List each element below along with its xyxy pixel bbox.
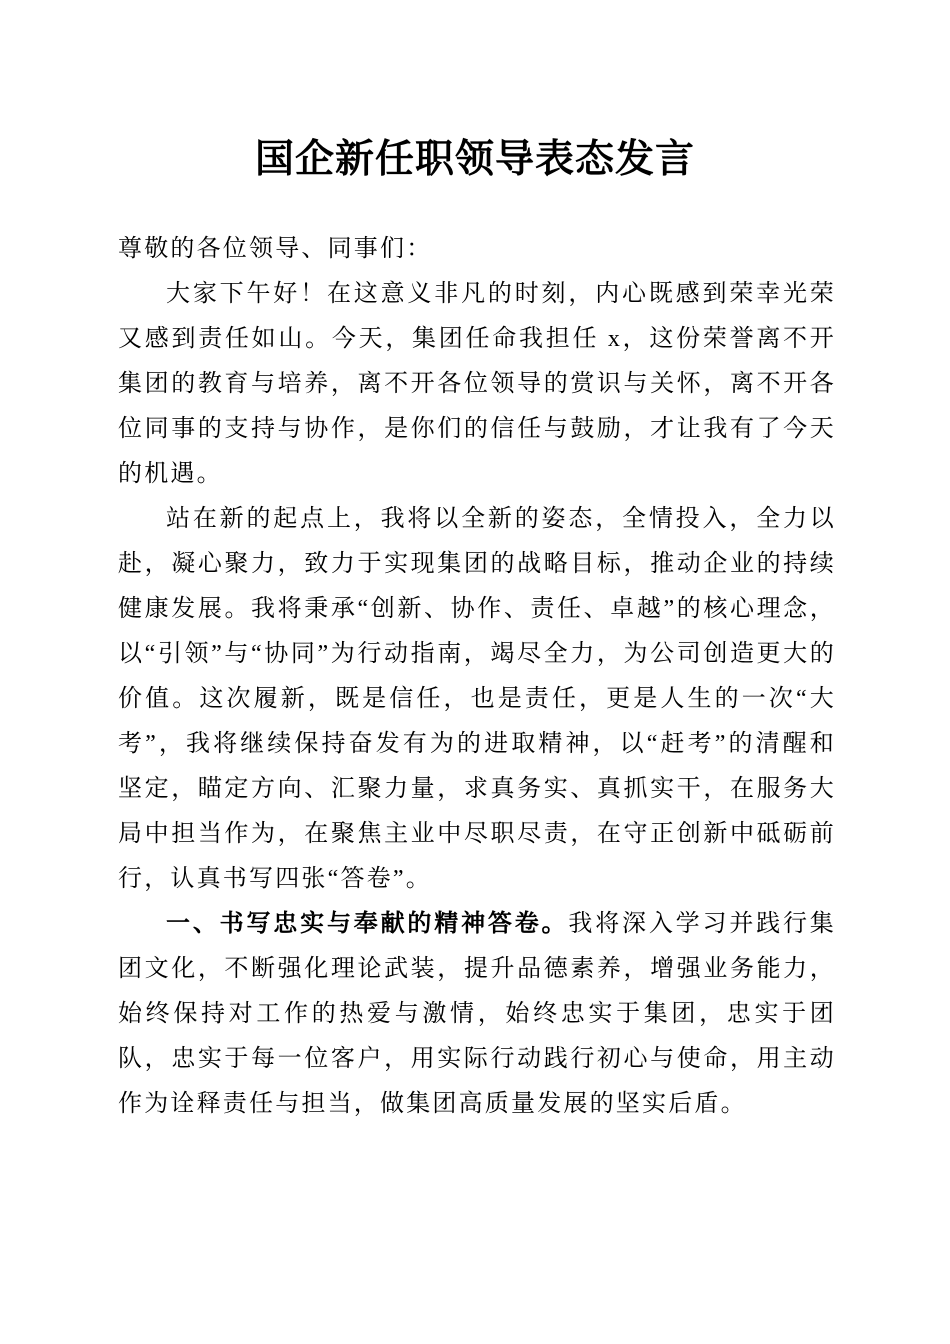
document-body (0, 227, 950, 1127)
paragraph-section-one (118, 902, 836, 1127)
document-title: 国企新任职领导表态发言 (254, 138, 695, 181)
salutation-line: 尊敬的各位领导、同事们： (118, 236, 433, 262)
section-one-heading: 一、书写忠实与奉献的精神答卷。 (166, 911, 569, 937)
section-one-body-text: 我将深入学习并践行集团文化，不断强化理论武装，提升品德素养，增强业务能力，始终保持对工作的热爱与激情，始终忠实于集团，忠实于团队，忠实于每一位客户，用实际行动践行初心与使命，用主动作为诠释责任与担当，做集团高质量发展的坚实后盾。 (118, 911, 836, 1117)
paragraph-greeting: 大家下午好！在这意义非凡的时刻，内心既感到荣幸光荣又感到责任如山。今天，集团任命我担任 x，这份荣誉离不开集团的教育与培养，离不开各位领导的赏识与关怀，离不开各位同事的支持与协作，是你们的信任与鼓励，才让我有了今天的机遇。 (118, 281, 836, 487)
paragraph-commitment: 站在新的起点上，我将以全新的姿态，全情投入，全力以赴，凝心聚力，致力于实现集团的战略目标，推动企业的持续健康发展。我将秉承“创新、协作、责任、卓越”的核心理念，以“引领”与“协同”为行动指南，竭尽全力，为公司创造更大的价值。这次履新，既是信任，也是责任，更是人生的一次“大考”，我将继续保持奋发有为的进取精神，以“赶考”的清醒和坚定，瞄定方向、汇聚力量，求真务实、真抓实干，在服务大局中担当作为，在聚焦主业中尽职尽责，在守正创新中砥砺前行，认真书写四张“答卷”。 (118, 506, 836, 892)
